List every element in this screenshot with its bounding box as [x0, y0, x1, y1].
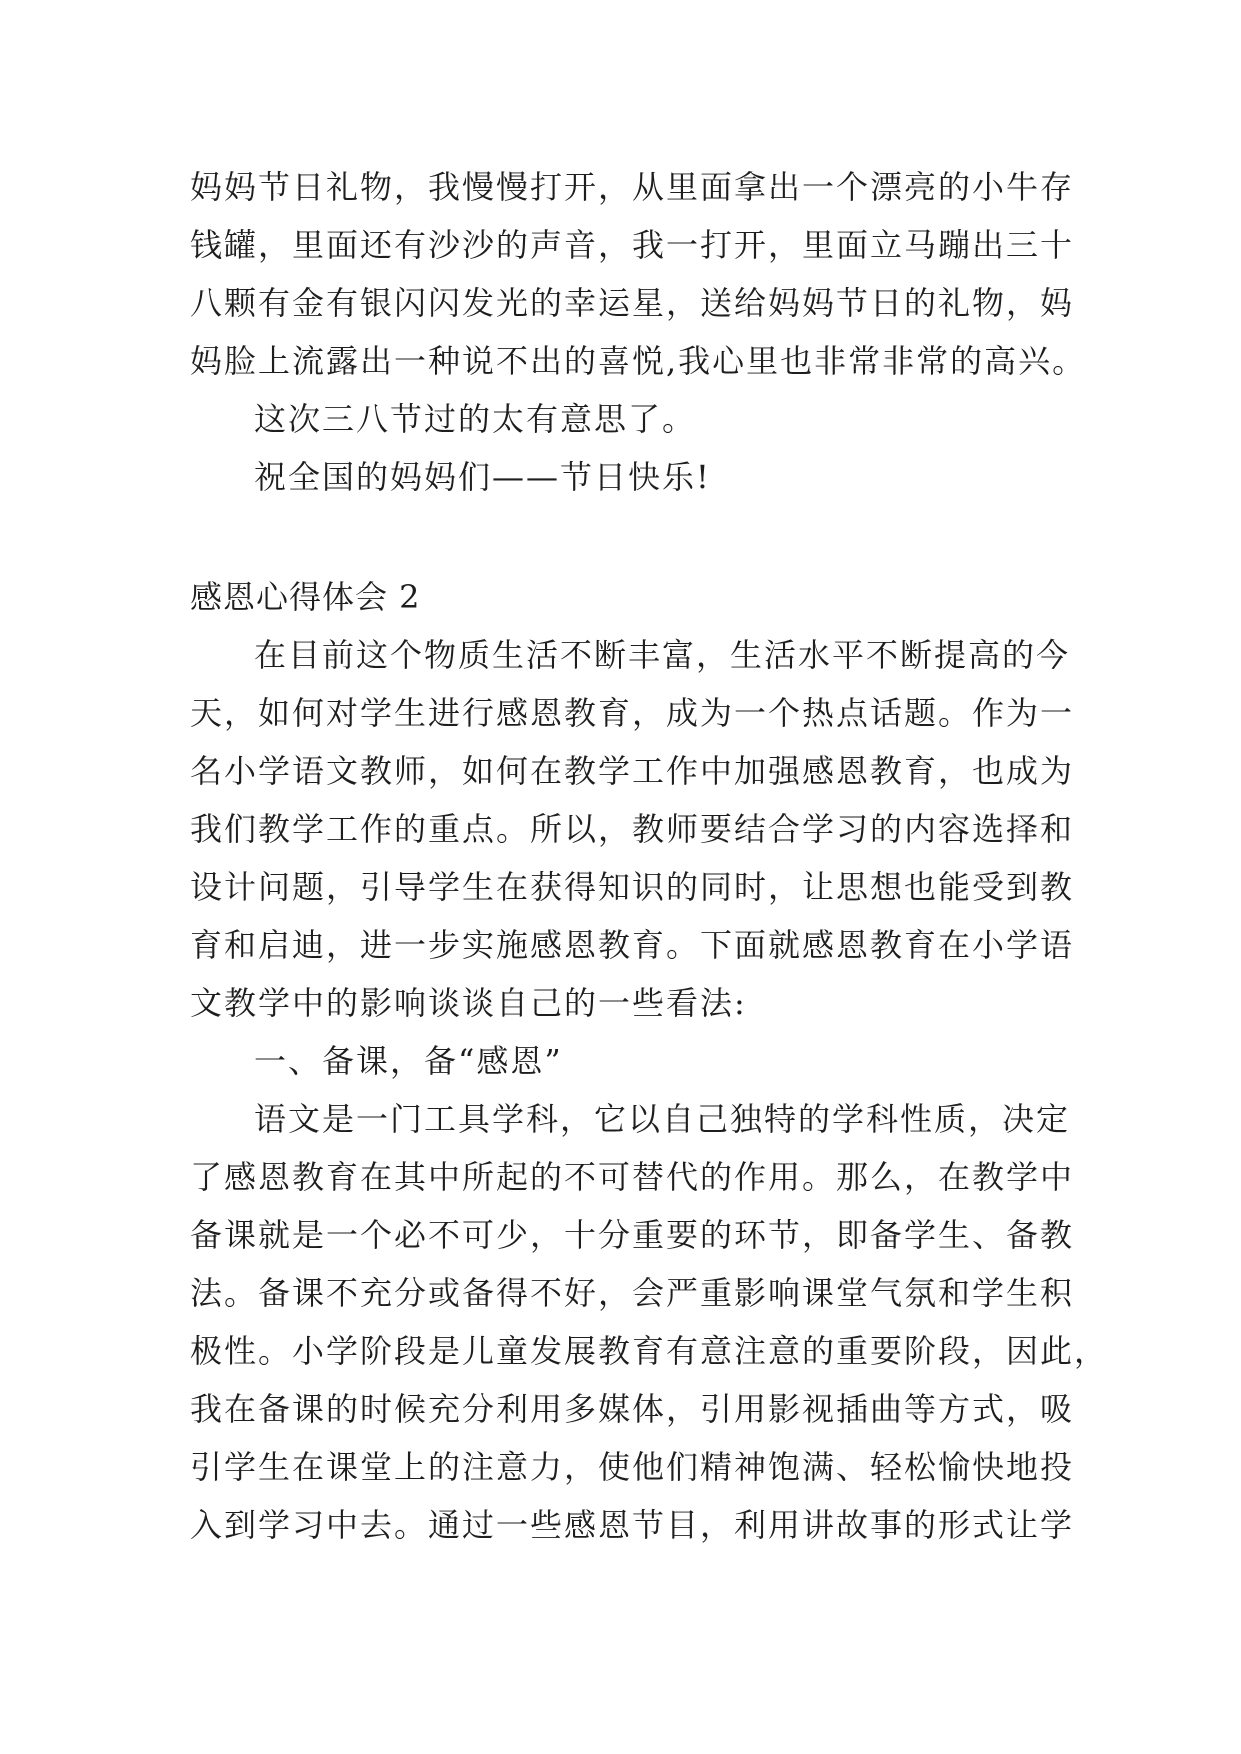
paragraph-line: 祝全国的妈妈们——节日快乐!	[254, 458, 711, 496]
paragraph-line: 天，如何对学生进行感恩教育，成为一个热点话题。作为一	[190, 694, 1075, 732]
paragraph-line: 了感恩教育在其中所起的不可替代的作用。那么，在教学中	[190, 1158, 1075, 1196]
paragraph-line: 妈脸上流露出一种说不出的喜悦,我心里也非常非常的高兴。	[190, 342, 1087, 380]
paragraph-line: 备课就是一个必不可少，十分重要的环节，即备学生、备教	[190, 1216, 1075, 1254]
paragraph-line: 引学生在课堂上的注意力，使他们精神饱满、轻松愉快地投	[190, 1448, 1075, 1486]
paragraph-line: 钱罐，里面还有沙沙的声音，我一打开，里面立马蹦出三十	[190, 226, 1075, 264]
paragraph-line: 法。备课不充分或备得不好，会严重影响课堂气氛和学生积	[190, 1274, 1075, 1312]
paragraph-line: 我在备课的时候充分利用多媒体，引用影视插曲等方式，吸	[190, 1390, 1075, 1428]
document-body	[190, 158, 1109, 1554]
section-heading: 感恩心得体会 2	[190, 578, 421, 616]
paragraph-line: 在目前这个物质生活不断丰富，生活水平不断提高的今	[254, 636, 1071, 674]
paragraph-line: 极性。小学阶段是儿童发展教育有意注意的重要阶段，因此，	[190, 1332, 1109, 1370]
paragraph-line: 这次三八节过的太有意思了。	[254, 400, 697, 438]
paragraph-line: 育和启迪，进一步实施感恩教育。下面就感恩教育在小学语	[190, 926, 1075, 964]
subheading: 一、备课，备“感恩”	[254, 1042, 563, 1080]
section-spacer	[190, 506, 1060, 568]
paragraph-line: 我们教学工作的重点。所以，教师要结合学习的内容选择和	[190, 810, 1075, 848]
paragraph-line: 八颗有金有银闪闪发光的幸运星，送给妈妈节日的礼物，妈	[190, 284, 1075, 322]
paragraph-line: 入到学习中去。通过一些感恩节目，利用讲故事的形式让学	[190, 1506, 1075, 1544]
paragraph-line: 文教学中的影响谈谈自己的一些看法:	[190, 984, 747, 1022]
paragraph-line: 语文是一门工具学科，它以自己独特的学科性质，决定	[254, 1100, 1071, 1138]
paragraph-line: 名小学语文教师，如何在教学工作中加强感恩教育，也成为	[190, 752, 1075, 790]
paragraph-line: 设计问题，引导学生在获得知识的同时，让思想也能受到教	[190, 868, 1075, 906]
paragraph-line: 妈妈节日礼物，我慢慢打开，从里面拿出一个漂亮的小牛存	[190, 168, 1075, 206]
